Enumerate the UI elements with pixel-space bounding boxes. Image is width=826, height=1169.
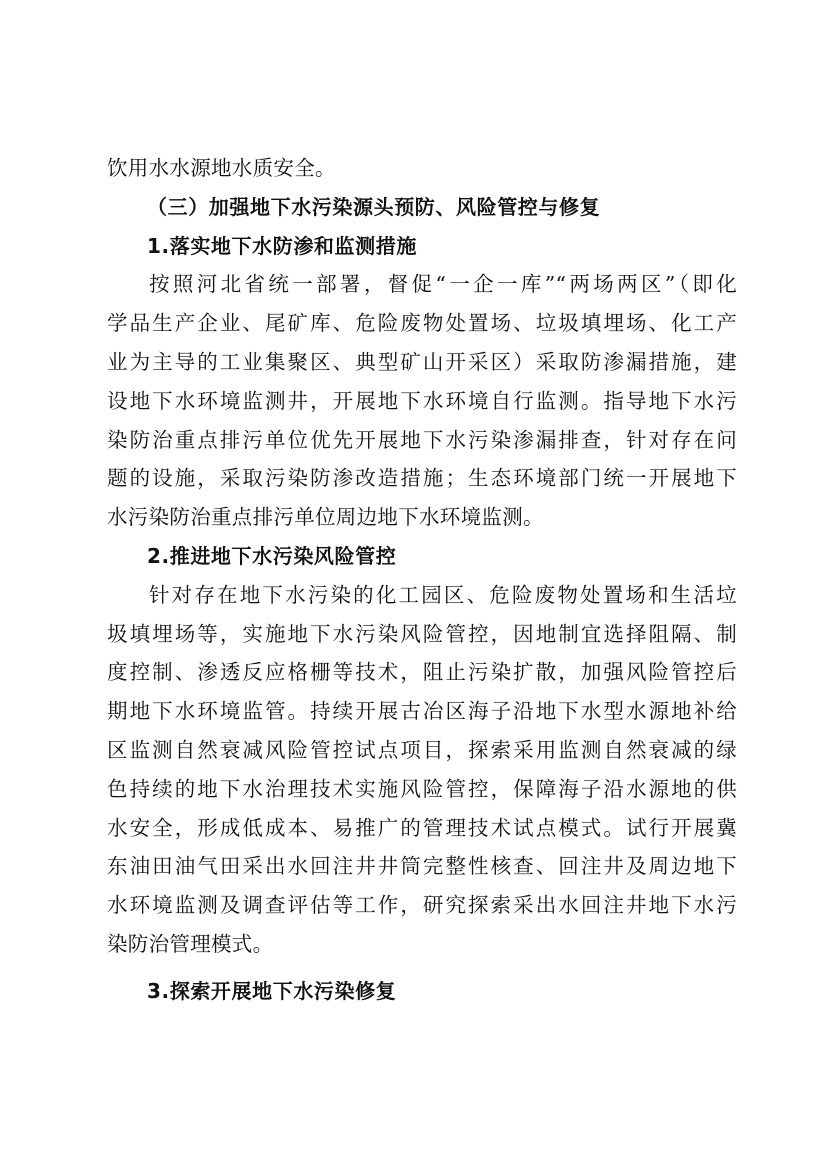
subsection-heading-1: 1.落实地下水防渗和监测措施 bbox=[147, 233, 417, 258]
paragraph-line: 题的设施，采取污染防渗改造措施；生态环境部门统一开展地下 bbox=[107, 466, 737, 491]
paragraph-line: 针对存在地下水污染的化工园区、危险废物处置场和生活垃 bbox=[149, 582, 737, 607]
paragraph-line: 圾填埋场等，实施地下水污染风险管控，因地制宜选择阻隔、制 bbox=[107, 621, 737, 646]
paragraph-line: 色持续的地下水治理技术实施风险管控，保障海子沿水源地的供 bbox=[107, 776, 737, 801]
paragraph-line: 设地下水环境监测井，开展地下水环境自行监测。指导地下水污 bbox=[107, 388, 737, 413]
paragraph-line: 水环境监测及调查评估等工作，研究探索采出水回注井地下水污 bbox=[107, 893, 737, 918]
document-body bbox=[107, 149, 737, 1011]
paragraph-line: 按照河北省统一部署，督促“一企一库”“两场两区”（即化 bbox=[149, 272, 737, 297]
paragraph-line: 水安全，形成低成本、易推广的管理技术试点模式。试行开展冀 bbox=[107, 815, 737, 840]
paragraph-line: 度控制、渗透反应格栅等技术，阻止污染扩散，加强风险管控后 bbox=[107, 660, 737, 685]
paragraph-line: 东油田油气田采出水回注井井筒完整性核查、回注井及周边地下 bbox=[107, 854, 737, 879]
paragraph-line: 学品生产企业、尾矿库、危险废物处置场、垃圾填埋场、化工产 bbox=[107, 311, 737, 336]
paragraph-line: 业为主导的工业集聚区、典型矿山开采区）采取防渗漏措施，建 bbox=[107, 349, 737, 374]
paragraph-line: 期地下水环境监管。持续开展古冶区海子沿地下水型水源地补给 bbox=[107, 699, 737, 724]
paragraph-line: 染防治重点排污单位优先开展地下水污染渗漏排查，针对存在问 bbox=[107, 427, 737, 452]
paragraph-line: 饮用水水源地水质安全。 bbox=[107, 156, 336, 180]
subsection-heading-3: 3.探索开展地下水污染修复 bbox=[147, 978, 397, 1003]
paragraph-line: 水污染防治重点排污单位周边地下水环境监测。 bbox=[107, 505, 544, 530]
spacer bbox=[107, 964, 737, 972]
paragraph-line: 区监测自然衰减风险管控试点项目，探索采用监测自然衰减的绿 bbox=[107, 737, 737, 762]
subsection-heading-2: 2.推进地下水污染风险管控 bbox=[147, 543, 397, 568]
paragraph-line: 染防治管理模式。 bbox=[107, 931, 274, 956]
section-heading: （三）加强地下水污染源头预防、风险管控与修复 bbox=[147, 194, 601, 219]
